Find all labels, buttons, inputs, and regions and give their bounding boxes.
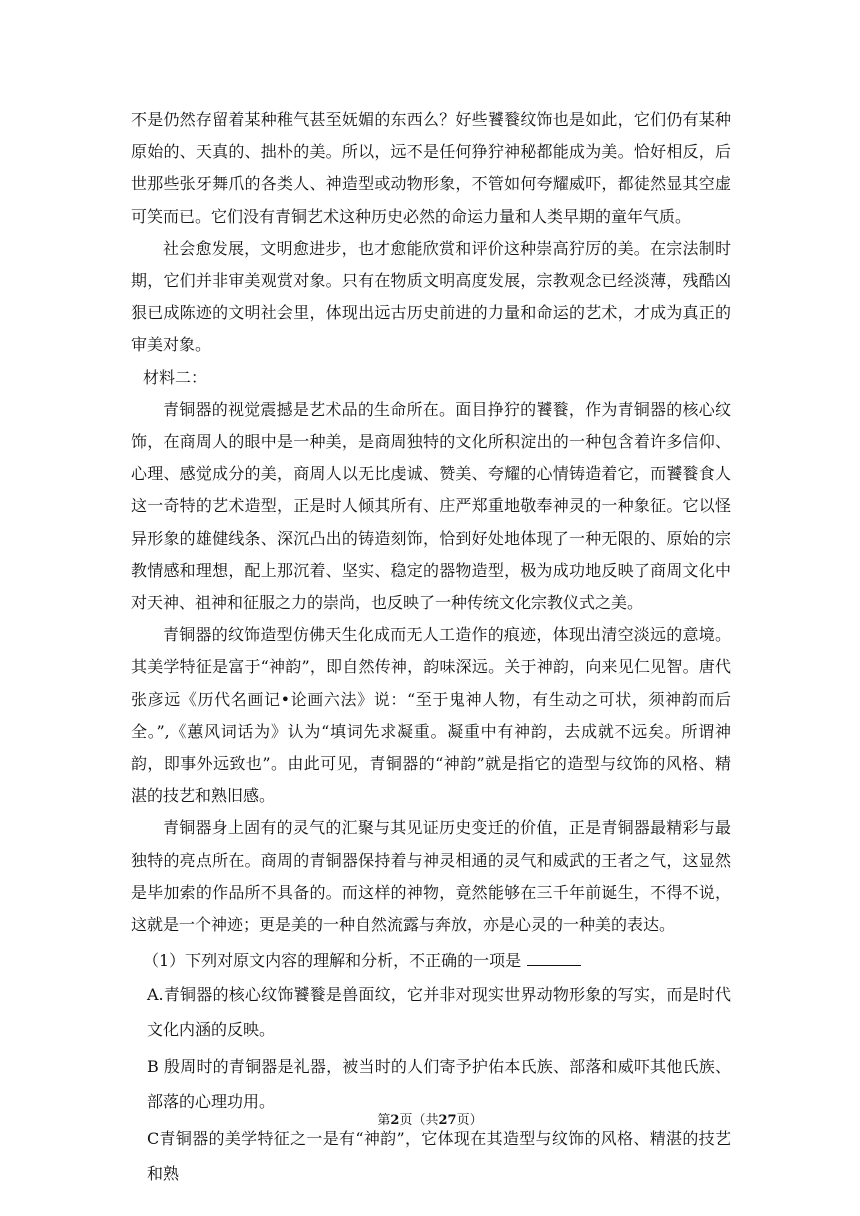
page-footer [0, 1113, 860, 1129]
paragraph: 青铜器的纹饰造型仿佛天生化成而无人工造作的痕迹，体现出清空淡远的意境。其美学特征是富于“神韵”，即自然传神，韵味深远。关于神韵，向来见仁见智。唐代张彦远《历代名画记•论画六法》说：“至于鬼神人物，有生动之可状，须神韵而后全。”,《蕙风词话为》认为“填词先求凝重。凝重中有神韵，去成就不远矣。所谓神韵，即事外远致也”。由此可见，青铜器的“神韵”就是指它的造型与纹饰的风格、精湛的技艺和熟旧感。 [131, 625, 731, 806]
footer-total-pages: 27 [438, 1113, 457, 1128]
document-body [131, 104, 731, 1191]
question-stem: （1）下列对原文内容的理解和分析，不正确的一项是 [143, 951, 522, 971]
question-option: B 殷周时的青铜器是礼器，被当时的人们寄予护佑本氏族、部落和威吓其他氏族、部落的心理功用。 [147, 1057, 731, 1112]
question-stem-line [131, 945, 731, 977]
footer-suffix: 页） [456, 1113, 483, 1128]
footer-middle: 页（共 [399, 1113, 439, 1128]
question-option: A.青铜器的核心纹饰饕餮是兽面纹，它并非对现实世界动物形象的写实，而是时代文化内涵的反映。 [147, 985, 731, 1040]
paragraph: 社会愈发展，文明愈进步，也才愈能欣赏和评价这种崇高狞厉的美。在宗法制时期，它们并非审美观赏对象。只有在物质文明高度发展，宗教观念已经淡薄，残酷凶狠已成陈迹的文明社会里，体现出远古历史前进的力量和命运的艺术，才成为真正的审美对象。 [131, 238, 731, 355]
paragraph: 不是仍然存留着某种稚气甚至妩媚的东西么？好些饕餮纹饰也是如此，它们仍有某种原始的、天真的、拙朴的美。所以，远不是任何狰狞神秘都能成为美。恰好相反，后世那些张牙舞爪的各类人、神造型或动物形象，不管如何夸耀威吓，都徒然显其空虚可笑而已。它们没有青铜艺术这种历史必然的命运力量和人类早期的童年气质。 [131, 110, 731, 226]
paragraph: 青铜器身上固有的灵气的汇聚与其见证历史变迁的价值，正是青铜器最精彩与最独特的亮点所在。商周的青铜器保持着与神灵相通的灵气和威武的王者之气，这显然是毕加索的作品所不具备的。而这样的神物，竟然能够在三千年前诞生，不得不说，这就是一个神迹；更是美的一种自然流露与奔放，亦是心灵的一种美的表达。 [131, 818, 731, 935]
footer-page-number: 2 [390, 1113, 400, 1128]
paragraph: 青铜器的视觉震撼是艺术品的生命所在。面目挣狞的饕餮，作为青铜器的核心纹饰，在商周人的眼中是一种美，是商周独特的文化所积淀出的一种包含着许多信仰、心理、感觉成分的美，商周人以无比虔诚、赞美、夸耀的心情铸造着它，而饕餮食人这一奇特的艺术造型，正是时人倾其所有、庄严郑重地敬奉神灵的一种象征。它以怪异形象的雄健线条、深沉凸出的铸造刻饰，恰到好处地体现了一种无限的、原始的宗教情感和理想，配上那沉着、坚实、稳定的器物造型，极为成功地反映了商周文化中对天神、祖神和征服之力的崇尚，也反映了一种传统文化宗教仪式之美。 [131, 399, 731, 613]
question-option: C青铜器的美学特征之一是有“神韵”，它体现在其造型与纹饰的风格、精湛的技艺和熟 [147, 1129, 731, 1184]
answer-blank [527, 951, 581, 966]
material-label: 材料二： [143, 367, 208, 387]
footer-prefix: 第 [377, 1113, 391, 1128]
